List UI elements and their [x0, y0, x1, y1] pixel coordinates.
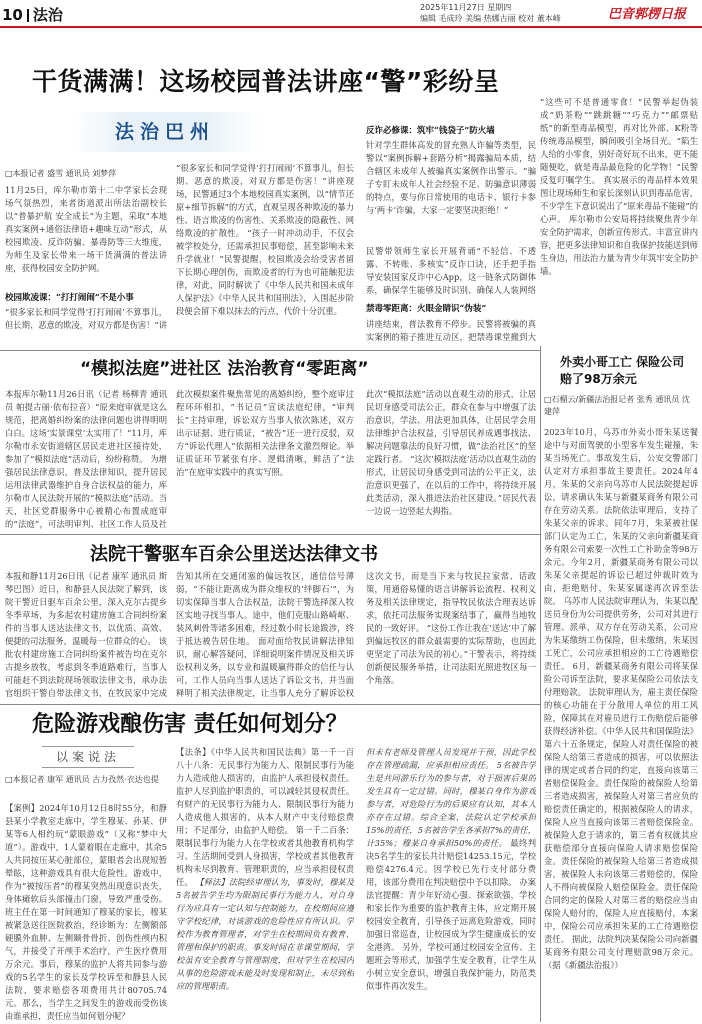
banner-text: 法治巴州	[114, 121, 215, 143]
issue-date: 2025年11月27日 星期四	[420, 3, 512, 12]
article2-col1b: 为增强居民法律意识，普及法律知识，提升居民运用法律武器维护自身合法权益的能力，库尔勒市人民法院开展的“模拟法庭”活动。当天，社区党群服务中心被精心布置成庭审的“法庭”，可法明审判、社区工作人员及社	[5, 454, 167, 529]
article2-col1-text: 本报库尔勒11月26日讯（记者 杨柳青 通讯员 帕提古丽·依布拉音）“原来庭审就是这么规范，把离婚纠纷案的法律问题也讲得明明白白。这场‘实景课堂’太实用了！”11月，库尔勒市永安街道辖区居民走进社区接待处，参加了“模拟法庭”活动后，纷纷称赞。	[5, 389, 167, 464]
article4-col2d: 【释法】法院经审理认为，事发时，穆某及5名被告学生均为限制民事行为能力人，对自身行为应具有一定认知与控制能力，在校期间应遵守学校纪律，对该游戏的危险性应有所认识。学校作为教育管理者，对学生在校期间负有教育、管理和保护的职责。事发时间在非课堂期间，学校虽有安全教育与管理制度，但对学生在校园内从事的危险游戏未能及时发现和制止，未尽到相应的管理职责。	[176, 877, 354, 991]
article1-headline: 干货满满！这场校园普法讲座“警”彩纷呈	[32, 67, 500, 96]
article1-col3b: 民警带领师生家长开展背诵“不轻信、不透露、不转账、多核实”反诈口诀，还手把手指导安装国家反诈中心App，这一链条式防御体系，确保学生能够及时识别、确保人人装网络	[366, 246, 536, 295]
article4-col3-text: 但未有老师及管理人员发现并干预，因此学校存在管理疏漏，应承担相应责任。	[366, 747, 536, 770]
divider-1	[0, 350, 540, 351]
header-rule	[0, 26, 702, 28]
sidebar-divider	[540, 346, 541, 1022]
article1-byline: □本报记者 盛雪 通讯员 刘梦萍	[5, 169, 117, 178]
page-number: 10	[2, 6, 23, 24]
sidebar-p4: 法院审理认为，雇主责任保险的核心功能在于分散用人单位的用工风险，保障其在对雇员进行工伤赔偿后能够获得经济补偿。《中华人民共和国保险法》第六十五条规定，保险人对责任保险的被保险人给第三者造成的损害，可以依照法律的规定或者合同的约定，直接向该第三者赔偿保险金。责任保险的被保险人给第三者造成损害，被保险人对第三者应负的赔偿责任确定的，根据被保险人的请求，保险人应当直接向该第三者赔偿保险金。被保险人怠于请求的，第三者有权就其应获赔偿部分直接向保险人请求赔偿保险金。责任保险的被保险人给第三者造成损害，被保险人未向该第三者赔偿的，保险人不得向被保险人赔偿保险金。责任保险合同约定的保险人对第三者的赔偿应当由保险人赔付的，保险人应直接赔付，本案中，保险公司应承担朱某的工亡待遇赔偿责任。	[544, 687, 698, 944]
article4-col2	[176, 746, 354, 1020]
article4-col1b: 班主任在第一时间通知了穆某的家长，穆某被紧急送往医院救治，经诊断为：左侧额部硬膜外血肿、左侧颞骨骨折、创伤性颅内积气，并接受了开颅手术治疗，产生医疗费用万余元。事后，穆某的监护人将共同参与游戏的5名学生的家长及学校诉至和静县人民法院，要求赔偿各项费用共计80705.74元。那么，当学生之间发生的游戏而受伤该由谁承担，责任应当如何划分呢？	[5, 907, 167, 1020]
article3-col2b: 面对面给牧民讲解法律知识，耐心解答疑问，详细说明案件情况及相关诉讼权利义务，以专业和温暖赢得群众的信任与认可，工作人员向当事人送达了诉讼文书，并当面释明了相关法律规定，让当事人充分了解诉讼权	[176, 636, 354, 698]
article2-col3b: “这次‘模拟法庭’活动以直观生动的形式，让居民切身感受到司法的公平正义，法治意识更强了，在以后的工作中，将持续开展此类活动，深入推进法治社区建设。”居民代表一边说一边竖起大拇指。	[366, 454, 536, 516]
sidebar-p5: 据此，法院判决某保险公司向新疆某商务有限公司支付理赔款98万余元。（据《新疆法治报》）	[544, 934, 698, 970]
article1-subhead-bullying: 校园欺凌课：“打打闹闹”不是小事	[5, 293, 134, 303]
article3-col1	[5, 570, 167, 700]
article2-col2: 此次模拟案件聚焦常见的离婚纠纷，整个庭审过程环环相扣，“书记员”宣读法庭纪律，“审判长”主持审理，诉讼双方当事人依次陈述，双方出示证据、进行质证，“被告”还一进行反驳，双方“诉讼代理人”依据相关法律条文激烈辩论。举证质证环节紧张有序、逻辑清晰，鲜活了“法治”在庭审实践中的真实写照。	[176, 389, 354, 477]
case-law-banner	[42, 746, 134, 768]
article1-col4-text: “这些可不是普通零食！”民警举起伪装成“奶茶粉”“跳跳糖”“巧克力”“邮票贴纸”的新型毒品模型，再对比外部、K粉等传统毒品模型，瞬间吸引全场目光。“陷生人给的小零食，别好奇好玩不出来，更不能随便吃，就是毒品最危险的化学物！”民警反复叮嘱学生。	[540, 97, 698, 185]
article1-col2	[176, 162, 354, 346]
sidebar-p3: 6月，新疆某商务有限公司将某保险公司诉至法院，要求某保险公司依法支付理赔款。	[544, 661, 698, 697]
article4-col2b: 有财产的无民事行为能力人、限制民事行为能力人造成他人损害的，从本人财产中支付赔偿费用；不足部分，由监护人赔偿。	[176, 799, 354, 835]
article1-col4	[540, 96, 698, 346]
article1-col1b-cont: “很多家长和同学觉得‘打打闹闹’不算事儿，但长期、恶意的欺凌，对双方都是伤害！”讲座现场，民警通过3个本地校园真实案例，以“情节还原+细节拆解”的方式，直观呈现各种欺凌的暴力性、语言欺凌的伤害性、关系欺凌的隐蔽性、网络欺凌的扩散性。	[176, 163, 354, 238]
sidebar-p1: 2023年10月，乌苏市外卖小哥朱某送餐途中与对面驾驶的小型客车发生碰撞，朱某当场死亡。事故发生后，公安交警部门认定对方承担事故主要责任。2024年4月，朱某的父亲向乌苏市人民法院提起诉讼，请求确认朱某与新疆某商务有限公司存在劳动关系。法院依法审理后，支持了朱某父亲的诉求。同年7月，朱某被社保部门认定为工亡，朱某的父亲向新疆某商务有限公司索要一次性工亡补助金等98万余元。今年2月，新疆某商务有限公司以朱某父亲提起的诉讼已超过仲裁时效为由，拒绝赔付，朱某家属遂再次诉至法院。	[544, 427, 698, 606]
article1-col1: 11月25日，库尔勒市第十二中学家长会现场气氛热烈，来者街道派出所法治副校长以“普暴护航 安全成长”为主题，采取“本地真实案例+通俗法律语+趣味互动”形式，从校园欺凌、反诈防骗、暴毒防等三大维度，为师生及家长带来一场干货满满的普法讲座，获得校园安全防护网。	[5, 185, 167, 273]
case-law-banner-text: 以案说法	[55, 750, 120, 764]
article3-col3-text: 这次文书，而是当下来与牧民拉家常、话政策，用通俗易懂的语言讲解诉讼流程、权利义务及相关法律规定，指导牧民依法合理表达诉求，依托司法服务实现案结事了，赢得当地牧民的一致好评。	[366, 571, 536, 633]
article1-col1b: “很多家长和同学觉得‘打打闹闹’不算事儿，但长期、恶意的欺凌，对双方都是伤害！”讲	[5, 307, 167, 330]
article1-col4c: 库尔勒市公安局将持续聚焦青少年安全防护需求，创新宣传形式、丰富宣讲内容，把更多法律知识和自我保护技能送到师生身边，用法治力量为青少年筑牢安全防护墙。	[540, 214, 698, 276]
article3-headline: 法院干警驱车百余公里送达法律文书	[90, 544, 378, 565]
article1-col2-text: “孩子一时冲动动手，不仅会被学校处分，还需承担民事赔偿，甚至影响未来升学就业！”民警提醒，校园欺凌会给受害者留下长期心理创伤，而欺凌者的行为也可能触犯法律，对此，同时解读了《中华人民共和国未成年人保护法》《中华人民共和国刑法》，入围起步阶段便会留下难以抹去的污点，代价十分沉重。	[176, 228, 354, 316]
article1-col3c: 讲座结束，普法教育不停步。民警将被骗的真实案例的箱子推进互动区，把禁毒课堂搬到大	[366, 319, 536, 342]
article2-col3-text: 此次“模拟法庭”活动以直观生动的形式，让居民切身感受司法公正，群众在参与中增强了法治意识，学法、用法更加具体，让居民学会用法律维护合法权益，引导居民养成遇事找法、解决问题靠法的良好习惯，做“法治社区”的坚定践行者。	[366, 389, 536, 464]
divider-3	[0, 704, 540, 705]
article4-col3d: 办案法官提醒：青少年好动心强、探索欲强，学校和家长作为重要的监护教育主体，应定期开展校园安全教育，引导孩子远离危险游戏，同时加强日常巡查，让校园成为学生健康成长的安全港湾。	[366, 877, 536, 952]
article2-col3	[366, 388, 536, 532]
page-header-section	[2, 4, 63, 25]
fazhi-bazhou-banner	[70, 112, 260, 152]
article3-col1-text: 本报和静11月26日讯（记者 康军 通讯员 斯琴巴图）近日，和静县人民法院了解到，该院干警近日驱车百余公里，深入克尔古提乡冬季草场，为多起农村建房施工合同纠纷案件的当事人送达法律文书，以优质、高效、便捷的司法服务，温暖每一位群众的心。	[5, 571, 167, 646]
section-name: 法治	[32, 6, 63, 24]
article3-col3b: “这份工作让我在‘送达’中了解到偏远牧区的群众最需要的实际帮助，也因此更坚定了司法为民的初心。”干警表示，将持续创新便民服务举措，让司法阳光照进牧区每一个角落。	[366, 623, 536, 685]
article4-col1-text: 【案例】2024年10月12日8时55分，和静县某小学教室走廊中，学生穆某、孙某、伊某等6人相约玩“蒙眼游戏”（又称“梦中大道”）。游戏中，1人蒙着眼在走廊中，其余5人共同按压某心脏部位，蒙眼者会出现短暂晕眩，这种游戏具有很大危险性。游戏中，作为“被按压者”的穆某突然出现意识丧失，身体瘫软后头部撞击门窗，导致严重受伤。	[5, 803, 167, 904]
sidebar-headline: 外卖小哥工亡 保险公司赔了98万余元	[560, 355, 685, 386]
article4-col3	[366, 746, 536, 1020]
article1-subhead-drugs: 禁毒零距离：火眼金睛识“伪装”	[366, 304, 487, 314]
newspaper-logo: 巴音郭楞日报	[608, 7, 687, 22]
article4-col3e: 另外，学校可通过校园安全宣传、主题班会等形式，加强学生安全教育，让学生从小树立安全意识，增强自我保护能力，防范类似事件再次发生。	[366, 942, 536, 991]
sidebar-body	[544, 426, 698, 1020]
article2-col1	[5, 388, 167, 532]
article3-col1b: 该批农村建房施工合同纠纷案件被告均在克尔古提乡放牧，考虑到冬季道路难行，当事人可能赶不到法院现场领取法律文书，承办法官组织干警自带法律文书，在牧民家中完成	[5, 636, 167, 698]
editorial-staff: 编辑 毛成玲 美编 热娜古丽 校对 董本峰	[420, 14, 561, 23]
article1-subhead-fraud: 反诈必修课：筑牢“钱袋子”防火墙	[366, 126, 495, 136]
article2-headline: “模拟法庭”进社区 法治教育“零距离”	[80, 359, 369, 379]
article4-col2-text: 【法条】《中华人民共和国民法典》第一千一百八十八条：无民事行为能力人、限制民事行为能力人造成他人损害的，由监护人承担侵权责任。监护人尽到监护职责的，可以减轻其侵权责任。	[176, 747, 354, 796]
article4-col3b: 5名被告学生是共同游乐行为的参与者，对于损害后果的发生具有一定过错。同时，穆某自身作为游戏参与者，对危险行为的后果应有认知，其本人亦存在过错。综合全案，法院认定学校承担15%的责任，5名被告学生各承担7%的责任，计35%；穆某自身承担50%的责任。	[366, 760, 536, 848]
sidebar-p2: 乌苏市人民法院审理认为，朱某以配送员身份为公司提供劳务，公司对其进行管理、派单，双方存在劳动关系，公司应为朱某缴纳工伤保险，但未缴纳，朱某因工死亡，公司应承担相应的工亡待遇赔偿责任。	[544, 596, 698, 671]
article1-col3: 针对学生群体高发的冒充熟人诈骗等类型，民警以“案例拆解+套路分析”揭露骗局本质，结合辖区未成年人被骗真实案例作出警示。“骗子专盯未成年人社会经验不足、防骗意识薄弱的特点，要与你日常使用的电话卡、银行卡参与‘两卡’诈骗，大家一定要坚决拒绝！”	[366, 140, 536, 215]
sidebar-byline: □石榴云/新疆法治报记者 张秀 通讯员 沈建萍	[544, 395, 690, 416]
article4-byline: □本报记者 康军 通讯员 古力孜然·衣达也提	[5, 775, 159, 784]
article3-col2-text: 告知其所在交通闭塞的偏远牧区，通信信号薄弱，“不能让距离成为群众维权的‘绊脚石’”，为切实保障当事人合法权益，法院干警选择深入牧区实地寻找当事人。途中，他们克服山路崎岖、装风刺骨等诸多困难，经过数小时长途跋涉，终于抵达被告居住地。	[176, 571, 354, 646]
article1-col4b: 真实展示的毒品样本效果图让现场师生和家长深刻认识到毒品危害，不少学生下意识说出了“原来毒品不能碰”的心声。	[540, 175, 698, 224]
article3-col2	[176, 570, 354, 700]
article4-col3c: 最终判决5名学生的家长共计赔偿14253.15元，学校赔偿4276.4元。因学校已先行支付部分费用，该部分费用在判决赔偿中予以扣除。	[366, 838, 536, 887]
article4-headline: 危险游戏酿伤害 责任如何划分？	[32, 712, 348, 737]
article3-col3	[366, 570, 536, 700]
article4-col1	[5, 802, 167, 1020]
divider-2	[0, 534, 540, 535]
article4-col2c: 第一千二百条：限制民事行为能力人在学校或者其他教育机构学习、生活期间受到人身损害，学校或者其他教育机构未尽到教育、管理职责的，应当承担侵权责任。	[176, 825, 354, 887]
